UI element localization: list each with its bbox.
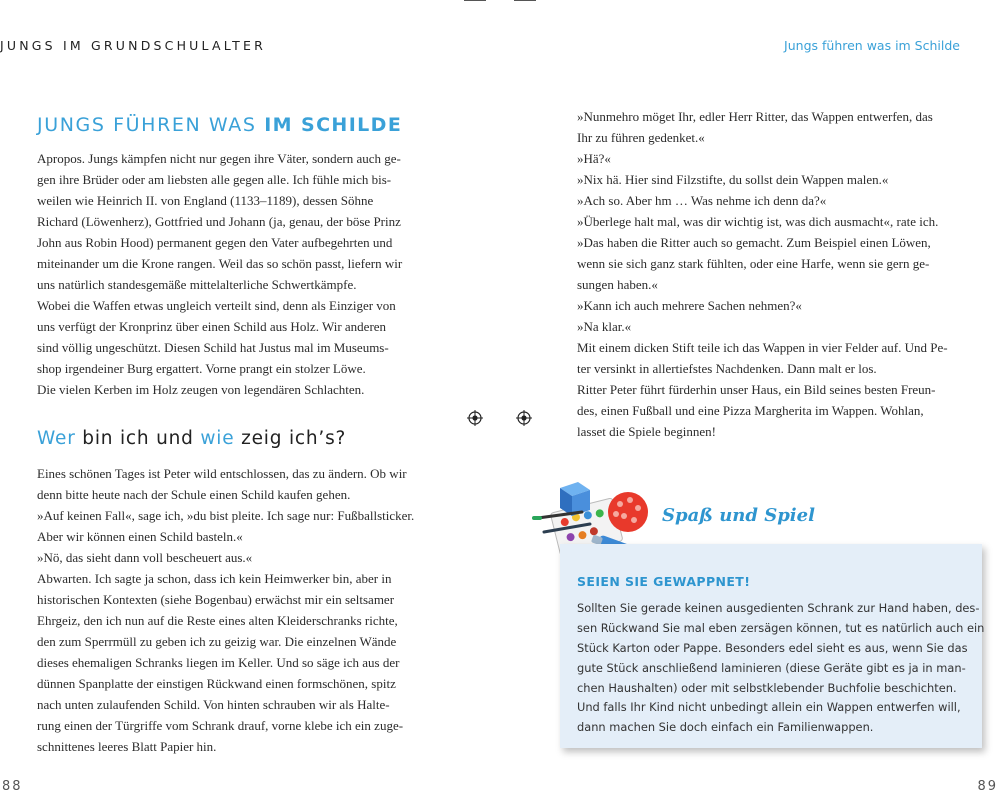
text-line: denn bitte heute nach der Schule einen Schild kaufen gehen. xyxy=(37,487,351,502)
running-head-right: Jungs führen was im Schilde xyxy=(784,38,960,53)
text-line: lasset die Spiele beginnen! xyxy=(577,424,716,439)
body-paragraph-1 xyxy=(37,148,402,400)
text-line: gen ihre Brüder oder am liebsten alle gegen alle. Ich fühle mich bis- xyxy=(37,172,392,187)
tip-text-line: chen Haushalten) oder mit selbstklebender Buchfolie beschichten. xyxy=(577,680,957,695)
text-line: Richard (Löwenherz), Gottfried und Johann (ja, genau, der böse Prinz xyxy=(37,214,401,229)
text-line: Eines schönen Tages ist Peter wild entschlossen, das zu ändern. Ob wir xyxy=(37,466,407,481)
text-line: »Nunmehro möget Ihr, edler Herr Ritter, das Wappen entwerfen, das xyxy=(577,109,933,124)
subtitle-word-wer: Wer xyxy=(37,428,76,449)
tip-text-line: Stück Karton oder Pappe. Besonders edel sieht es aus, wenn Sie das xyxy=(577,640,968,655)
text-line: sind völlig ungeschützt. Diesen Schild hat Justus mal im Museums- xyxy=(37,340,389,355)
page-number-left: 88 xyxy=(2,779,23,794)
text-line: Wobei die Waffen etwas ungleich verteilt sind, denn als Einziger von xyxy=(37,298,396,313)
text-line: »Das haben die Ritter auch so gemacht. Zum Beispiel einen Löwen, xyxy=(577,235,931,250)
text-line: »Ach so. Aber hm … Was nehme ich denn da?« xyxy=(577,193,827,208)
text-line: »Na klar.« xyxy=(577,319,632,334)
text-line: den zum Sperrmüll zu geben ich zu geizig war. Die einzelnen Wände xyxy=(37,634,397,649)
text-line: dünnen Spanplatte der einstigen Rückwand einen formschönen, spitz xyxy=(37,676,396,691)
tip-text-line: Und falls Ihr Kind nicht unbedingt allein ein Wappen entwerfen will, xyxy=(577,700,961,715)
text-line: uns natürlich standesgemäße mittelalterliche Schwertkämpfe. xyxy=(37,277,357,292)
text-line: nach unten zulaufenden Schild. Von hinten schrauben wir als Halte- xyxy=(37,697,390,712)
registration-mark-icon xyxy=(516,410,532,426)
text-line: rung einen der Türgriffe vom Schrank drauf, vorne klebe ich ein zuge- xyxy=(37,718,404,733)
tip-text-line: dann machen Sie doch einfach ein Familienwappen. xyxy=(577,720,874,735)
text-line: Ehrgeiz, den ich nun auf die Reste eines alten Kleiderschranks richte, xyxy=(37,613,398,628)
subtitle-part: bin ich und xyxy=(75,428,201,449)
tip-heading: SEIEN SIE GEWAPPNET! xyxy=(577,574,751,589)
running-head-left: JUNGS IM GRUNDSCHULALTER xyxy=(0,38,266,53)
text-line: weilen wie Heinrich II. von England (1133–1189), dessen Söhne xyxy=(37,193,374,208)
text-line: »Nö, das sieht dann voll bescheuert aus.« xyxy=(37,550,253,565)
text-line: »Hä?« xyxy=(577,151,611,166)
chapter-title xyxy=(37,114,402,136)
text-line: shop irgendeiner Burg ergattert. Vorne prangt ein stolzer Löwe. xyxy=(37,361,366,376)
text-line: »Kann ich auch mehrere Sachen nehmen?« xyxy=(577,298,802,313)
text-line: ter versinkt in allertiefstes Nachdenken. Dann malt er los. xyxy=(577,361,877,376)
body-paragraph-2 xyxy=(37,463,414,757)
text-line: des, einen Fußball und eine Pizza Margherita im Wappen. Wohlan, xyxy=(577,403,924,418)
text-line: Ritter Peter führt fürderhin unser Haus, ein Bild seines besten Freun- xyxy=(577,382,936,397)
text-line: Abwarten. Ich sagte ja schon, dass ich kein Heimwerker bin, aber in xyxy=(37,571,392,586)
crop-mark xyxy=(464,0,486,1)
crop-mark xyxy=(514,0,536,1)
text-line: Ihr zu führen gedenket.« xyxy=(577,130,705,145)
text-line: Mit einem dicken Stift teile ich das Wappen in vier Felder auf. Und Pe- xyxy=(577,340,948,355)
section-subtitle xyxy=(37,428,346,449)
tip-text xyxy=(577,599,984,738)
text-line: »Überlege halt mal, was dir wichtig ist, was dich ausmacht«, rate ich. xyxy=(577,214,939,229)
tip-text-line: gute Stück anschließend laminieren (diese Geräte gibt es ja in man- xyxy=(577,660,966,675)
text-line: uns verfügt der Kronprinz über einen Schild aus Holz. Wir anderen xyxy=(37,319,387,334)
text-line: schnittenes leeres Blatt Papier hin. xyxy=(37,739,217,754)
text-line: wenn sie sich ganz stark fühlten, oder eine Harfe, wenn sie gern ge- xyxy=(577,256,930,271)
page-number-right: 89 xyxy=(977,779,998,794)
subtitle-part: zeig ich’s? xyxy=(234,428,347,449)
chapter-title-light: JUNGS FÜHREN WAS xyxy=(37,114,257,136)
text-line: »Auf keinen Fall«, sage ich, »du bist pleite. Ich sage nur: Fußballsticker. xyxy=(37,508,415,523)
text-line: »Nix hä. Hier sind Filzstifte, du sollst dein Wappen malen.« xyxy=(577,172,889,187)
text-line: miteinander um die Krone rangen. Weil das so schön passt, liefern wir xyxy=(37,256,403,271)
subtitle-word-wie: wie xyxy=(200,428,235,449)
tip-text-line: Sollten Sie gerade keinen ausgedienten Schrank zur Hand haben, des- xyxy=(577,601,980,615)
tip-text-line: sen Rückwand Sie mal eben zersägen können, tut es natürlich auch ein xyxy=(577,620,985,635)
text-line: Die vielen Kerben im Holz zeugen von legendären Schlachten. xyxy=(37,382,365,397)
text-line: dieses ehemaligen Schranks liegen im Keller. Und so säge ich aus der xyxy=(37,655,400,670)
tip-label: Spaß und Spiel xyxy=(662,505,815,526)
text-line: Aber wir können einen Schild basteln.« xyxy=(37,529,243,544)
body-paragraph-3 xyxy=(577,106,948,442)
text-line: John aus Robin Hood) permanent gegen den Vater aufbegehrten und xyxy=(37,235,393,250)
text-line: sungen haben.« xyxy=(577,277,658,292)
text-line: Apropos. Jungs kämpfen nicht nur gegen ihre Väter, sondern auch ge- xyxy=(37,151,401,166)
chapter-title-bold: IM SCHILDE xyxy=(264,114,403,136)
text-line: historischen Kontexten (siehe Bogenbau) erwächst mir ein seltsamer xyxy=(37,592,395,607)
registration-mark-icon xyxy=(467,410,483,426)
